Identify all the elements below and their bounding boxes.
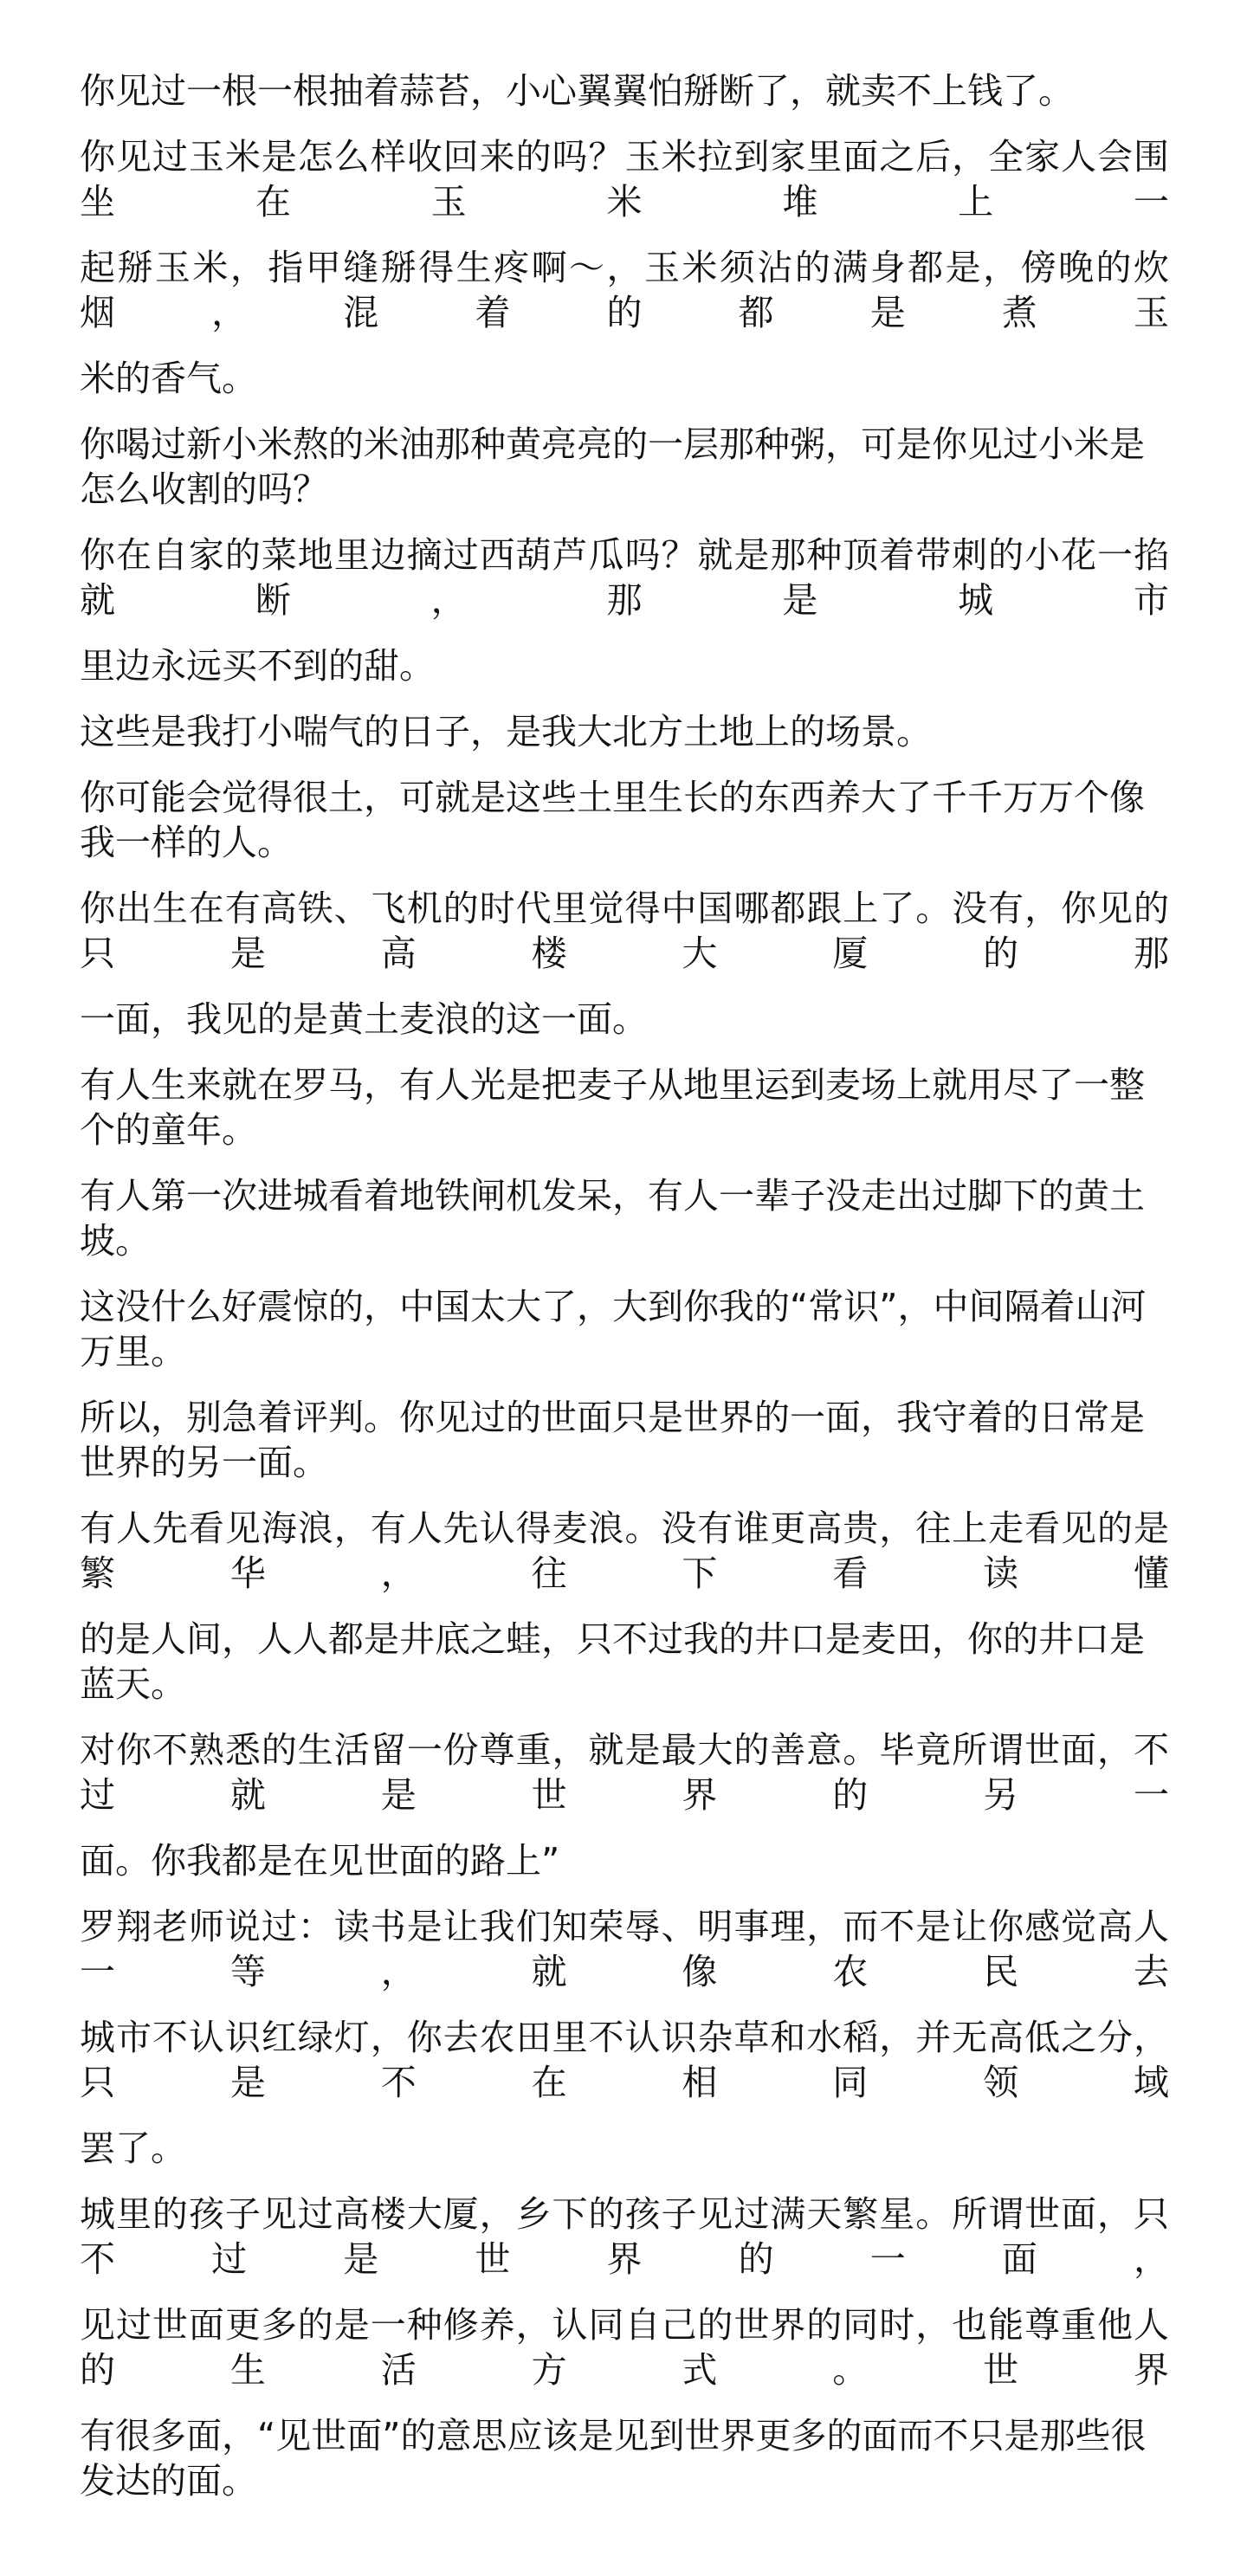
text-line: 见过世面更多的是一种修养，认同自己的世界的同时，也能尊重他人的生活方式。世界	[80, 2304, 1169, 2391]
text-line: 你见过玉米是怎么样收回来的吗？玉米拉到家里面之后，全家人会围坐在玉米堆上一	[80, 136, 1169, 223]
text-line: 你可能会觉得很土，可就是这些土里生长的东西养大了千千万万个像我一样的人。	[80, 777, 1145, 863]
text-line: 你在自家的菜地里边摘过西葫芦瓜吗？就是那种顶着带刺的小花一掐就断，那是城市	[80, 534, 1169, 621]
text-line: 所以，别急着评判。你见过的世面只是世界的一面，我守着的日常是世界的另一面。	[80, 1397, 1145, 1483]
text-line: 有很多面，“见世面”的意思应该是见到世界更多的面而不只是那些很发达的面。	[80, 2415, 1147, 2502]
text-line: 你见过一根一根抽着蒜苔，小心翼翼怕掰断了，就卖不上钱了。	[80, 70, 1074, 112]
text-line: 你出生在有高铁、飞机的时代里觉得中国哪都跟上了。没有，你见的只是高楼大厦的那	[80, 888, 1169, 974]
text-line: 有人先看见海浪，有人先认得麦浪。没有谁更高贵，往上走看见的是繁华，往下看读懂	[80, 1508, 1169, 1594]
text-line: 起掰玉米，指甲缝掰得生疼啊～，玉米须沾的满身都是，傍晚的炊烟，混着的都是煮玉	[80, 247, 1169, 333]
text-line: 这些是我打小喘气的日子，是我大北方土地上的场景。	[80, 711, 932, 752]
text-line: 一面，我见的是黄土麦浪的这一面。	[80, 998, 648, 1040]
text-line: 的是人间，人人都是井底之蛙，只不过我的井口是麦田，你的井口是蓝天。	[80, 1618, 1145, 1705]
text-line: 你喝过新小米熬的米油那种黄亮亮的一层那种粥，可是你见过小米是怎么收割的吗？	[80, 423, 1145, 510]
text-line: 有人生来就在罗马，有人光是把麦子从地里运到麦场上就用尽了一整个的童年。	[80, 1064, 1145, 1151]
text-line: 这没什么好震惊的，中国太大了，大到你我的“常识”，中间隔着山河万里。	[80, 1286, 1147, 1372]
text-line: 里边永远买不到的甜。	[80, 645, 435, 687]
text-line: 有人第一次进城看着地铁闸机发呆，有人一辈子没走出过脚下的黄土坡。	[80, 1175, 1145, 1262]
text-line: 对你不熟悉的生活留一份尊重，就是最大的善意。毕竟所谓世面，不过就是世界的另一	[80, 1729, 1169, 1816]
text-line: 面。你我都是在见世面的路上”	[80, 1840, 560, 1882]
text-line: 罗翔老师说过：读书是让我们知荣辱、明事理，而不是让你感觉高人一等，就像农民去	[80, 1906, 1169, 1992]
text-line: 城里的孩子见过高楼大厦，乡下的孩子见过满天繁星。所谓世面，只不过是世界的一面，	[80, 2193, 1169, 2280]
text-line: 罢了。	[80, 2127, 186, 2169]
text-line: 城市不认识红绿灯，你去农田里不认识杂草和水稻，并无高低之分，只是不在相同领域	[80, 2017, 1169, 2103]
text-line: 米的香气。	[80, 358, 257, 399]
